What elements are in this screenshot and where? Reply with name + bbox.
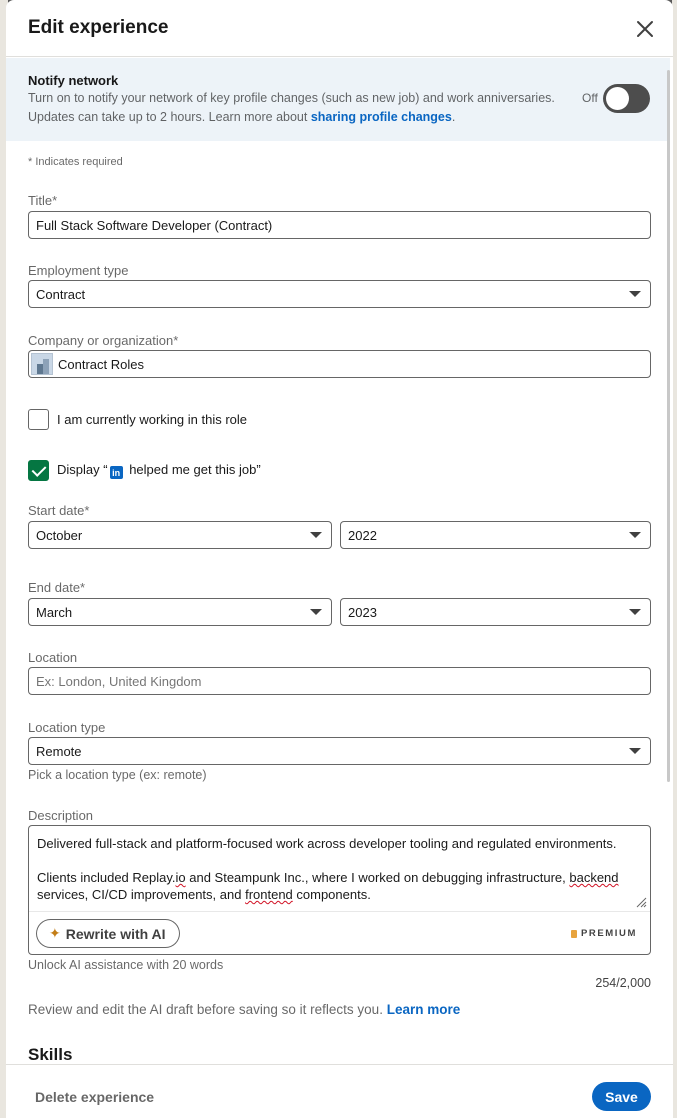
toggle-state-label: Off bbox=[582, 91, 598, 105]
scrollbar[interactable] bbox=[667, 70, 670, 782]
title-input[interactable]: Full Stack Software Developer (Contract) bbox=[28, 211, 651, 239]
title-label: Title* bbox=[28, 193, 58, 208]
start-year-value: 2022 bbox=[348, 527, 377, 543]
toggle-knob bbox=[606, 87, 629, 110]
chevron-down-icon bbox=[310, 609, 322, 615]
modal-content[interactable] bbox=[6, 58, 673, 1064]
end-year-select[interactable] bbox=[340, 598, 651, 626]
close-button[interactable] bbox=[633, 17, 657, 41]
modal-header bbox=[6, 0, 673, 57]
character-counter: 254/2,000 bbox=[595, 976, 651, 990]
rewrite-with-ai-button[interactable] bbox=[36, 919, 180, 948]
close-icon bbox=[633, 17, 657, 41]
sparkle-icon: ✦ bbox=[49, 925, 61, 941]
display-helped-checkbox[interactable] bbox=[28, 460, 49, 481]
chevron-down-icon bbox=[629, 532, 641, 538]
chevron-down-icon bbox=[629, 609, 641, 615]
location-type-hint: Pick a location type (ex: remote) bbox=[28, 768, 207, 782]
currently-working-label: I am currently working in this role bbox=[57, 412, 248, 427]
notify-network-banner bbox=[6, 58, 670, 141]
premium-badge: PREMIUM bbox=[571, 928, 637, 939]
chevron-down-icon bbox=[629, 291, 641, 297]
unlock-ai-hint: Unlock AI assistance with 20 words bbox=[28, 958, 224, 972]
notify-network-toggle[interactable] bbox=[603, 84, 650, 113]
company-value: Contract Roles bbox=[58, 356, 144, 372]
description-paragraph-2: Clients included Replay.io and Steampunk Inc., where I worked on debugging infrastructure, backend services, CI/CD improvements, and frontend components. bbox=[37, 870, 619, 902]
rewrite-label: Rewrite with AI bbox=[65, 925, 166, 942]
chevron-down-icon bbox=[629, 748, 641, 754]
premium-icon bbox=[571, 930, 577, 938]
save-button[interactable]: Save bbox=[592, 1082, 651, 1111]
skills-heading: Skills bbox=[28, 1045, 73, 1064]
currently-working-row bbox=[28, 409, 247, 430]
employment-type-select[interactable] bbox=[28, 280, 651, 308]
start-year-select[interactable] bbox=[340, 521, 651, 549]
location-label: Location bbox=[28, 650, 78, 665]
company-input[interactable] bbox=[28, 350, 651, 378]
learn-more-link[interactable]: Learn more bbox=[386, 1002, 461, 1017]
description-divider bbox=[29, 911, 650, 912]
delete-experience-button[interactable]: Delete experience bbox=[35, 1089, 155, 1105]
company-label: Company or organization* bbox=[28, 333, 179, 348]
notify-description: Turn on to notify your network of key profile changes (such as new job) and work anniversaries. Updates can take up to 2 hours. Learn more about sharing profile changes. bbox=[28, 91, 555, 124]
location-type-select[interactable] bbox=[28, 737, 651, 765]
location-type-value: Remote bbox=[36, 743, 82, 759]
display-helped-label: Display “ in helped me get this job” bbox=[57, 461, 261, 478]
location-type-label: Location type bbox=[28, 720, 106, 735]
modal-footer bbox=[6, 1064, 673, 1118]
notify-title: Notify network bbox=[28, 73, 119, 88]
end-year-value: 2023 bbox=[348, 604, 377, 620]
review-note: Review and edit the AI draft before saving so it reflects you. Learn more bbox=[28, 1002, 461, 1017]
employment-type-value: Contract bbox=[36, 286, 86, 302]
description-field bbox=[28, 825, 651, 955]
description-label: Description bbox=[28, 808, 94, 823]
description-paragraph-1: Delivered full-stack and platform-focused work across developer tooling and regulated environments. bbox=[37, 836, 617, 851]
employment-type-label: Employment type bbox=[28, 263, 129, 278]
currently-working-checkbox[interactable] bbox=[28, 409, 49, 430]
sharing-profile-changes-link[interactable]: sharing profile changes bbox=[310, 110, 452, 124]
edit-experience-modal bbox=[6, 0, 673, 1118]
linkedin-logo-icon: in bbox=[110, 466, 123, 479]
description-textarea[interactable] bbox=[37, 835, 645, 920]
end-month-select[interactable] bbox=[28, 598, 332, 626]
location-input[interactable]: Ex: London, United Kingdom bbox=[28, 667, 651, 695]
start-month-select[interactable] bbox=[28, 521, 332, 549]
chevron-down-icon bbox=[310, 532, 322, 538]
modal-title: Edit experience bbox=[28, 17, 169, 38]
resize-handle-icon[interactable] bbox=[635, 896, 647, 908]
end-month-value: March bbox=[36, 604, 73, 620]
required-note: * Indicates required bbox=[28, 156, 123, 168]
display-helped-row bbox=[28, 460, 261, 481]
company-logo bbox=[31, 353, 53, 375]
end-date-label: End date* bbox=[28, 580, 86, 595]
start-month-value: October bbox=[36, 527, 83, 543]
start-date-label: Start date* bbox=[28, 503, 90, 518]
